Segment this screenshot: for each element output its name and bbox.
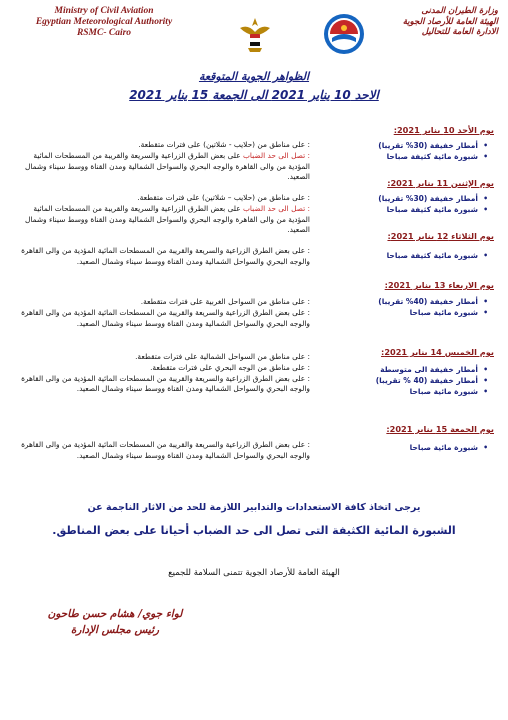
location-text: : على مناطق من السواحل الشمالية على فترات متقطعة. — [135, 352, 310, 361]
signatory-name: لواء جوي/ هشام حسن طاحون — [47, 608, 183, 620]
locations-block — [20, 440, 310, 462]
ministry-name-ar: وزارة الطيران المدنى — [421, 6, 498, 16]
document-title: الظواهر الجوية المتوقعة — [198, 70, 310, 83]
day-label-monday: يوم الإثنين 11 يناير 2021: — [387, 178, 494, 188]
phenomenon-item: • شبورة مائية كثيفة صباحا — [360, 204, 478, 215]
phenomenon-item: • أمطار خفيفة (30% تقريبا) — [360, 140, 478, 151]
phenomena-list — [360, 193, 478, 215]
department-name-ar: الادارة العامة للتحاليل — [421, 27, 498, 37]
locations-block — [20, 193, 310, 236]
signatory-title: رئيس مجلس الإدارة — [70, 624, 160, 636]
authority-name-en: Egyptian Meteorological Authority — [35, 17, 173, 27]
ministry-name-en: Ministry of Civil Aviation — [54, 6, 154, 16]
location-text: : على بعض الطرق الزراعية والسريعة والقريبة من المسطحات المائية المؤدية من والى القاهرة والوجه البحري والسواحل الشمالية ومدن القناة ووسط سيناء وشمال الصعيد. — [21, 307, 310, 328]
phenomena-list — [360, 364, 478, 397]
locations-block — [20, 352, 310, 395]
location-text: : على مناطق من السواحل الغربية على فترات متقطعة. — [140, 297, 310, 306]
day-label-tuesday: يوم الثلاثاء 12 يناير 2021: — [387, 231, 494, 241]
phenomenon-item: • أمطار خفيفة (40% تقريبا) — [360, 296, 478, 307]
signature-block — [40, 606, 190, 638]
authority-name-ar: الهيئة العامة للأرصاد الجوية — [402, 16, 498, 27]
phenomena-list — [360, 250, 478, 261]
location-text: : على مناطق من (حلايب – شلاتين) على فترات متقطعة. — [137, 193, 310, 202]
phenomenon-item: • شبورة مائية كثيفة صباحا — [360, 250, 478, 261]
phenomena-list — [360, 140, 478, 162]
warning-line-2: الشبورة المائية الكثيفة التى تصل الى حد الضباب أحيانا على بعض المناطق. — [52, 524, 456, 537]
phenomenon-item: • شبورة مائية صباحا — [360, 442, 478, 453]
location-text: : على بعض الطرق الزراعية والسريعة والقريبة من المسطحات المائية المؤدية من والى القاهرة والوجه البحري والسواحل الشمالية ومدن القناة ووسط سيناء وشمال الصعيد. — [21, 246, 310, 266]
center-name-en: RSMC- Cairo — [76, 28, 132, 38]
header-arabic — [358, 6, 498, 38]
location-entry — [20, 151, 310, 183]
phenomenon-item: • أمطار خفيفة (30% تقريبا) — [360, 193, 478, 204]
phenomenon-item: • أمطار خفيفة الى متوسطة — [360, 364, 478, 375]
location-text: على بعض الطرق الزراعية والسريعة والقريبة من المسطحات المائية المؤدية من والى القاهرة والوجه البحري والسواحل الشمالية ومدن القناة ووسط سيناء وشمال الصعيد. — [24, 150, 310, 182]
locations-block — [20, 297, 310, 329]
locations-block — [20, 246, 310, 268]
eagle-emblem-logo — [238, 14, 272, 54]
closing-message: الهيئة العامة للأرصاد الجوية تتمنى السلامة للجميع — [168, 568, 340, 578]
location-text: : على بعض الطرق الزراعية والسريعة والقريبة من المسطحات المائية المؤدية من والى القاهرة والوجه البحري والسواحل الشمالية ومدن القناة ووسط سيناء وشمال الصعيد. — [21, 440, 310, 460]
header-english — [14, 6, 194, 39]
location-entry — [20, 204, 310, 236]
date-range-title: الاحد 10 يناير 2021 الى الجمعة 15 يناير 2021 — [129, 88, 379, 102]
location-text: : على مناطق من الوجه البحري على فترات متقطعة. — [150, 362, 310, 372]
location-text: : على مناطق من (حلايب - شلاتين) على فترات متقطعة. — [138, 140, 310, 149]
day-label-sunday: يوم الأحد 10 يناير 2021: — [393, 125, 494, 135]
fog-note: : تصل الى حد الضباب — [242, 203, 310, 213]
fog-note: : تصل الى حد الضباب — [242, 150, 310, 160]
phenomenon-item: • شبورة مائية صباحا — [360, 307, 478, 318]
day-label-wednesday: يوم الاربعاء 13 يناير 2021: — [384, 280, 494, 290]
location-text: : على بعض الطرق الزراعية والسريعة والقريبة من المسطحات المائية المؤدية من والى القاهرة والوجه البحري والسواحل الشمالية ومدن القناة ووسط سيناء وشمال الصعيد. — [21, 373, 310, 394]
phenomenon-item: • أمطار خفيفة (40 % تقريبا) — [360, 375, 478, 386]
location-text: على بعض الطرق الزراعية والسريعة والقريبة من المسطحات المائية المؤدية من والى القاهرة والوجه البحري والسواحل الشمالية ومدن القناة ووسط سيناء وشمال الصعيد. — [24, 203, 310, 235]
day-label-thursday: يوم الخميس 14 يناير 2021: — [381, 347, 494, 357]
locations-block — [20, 140, 310, 183]
warning-line-1: يرجى اتخاذ كافة الاستعدادات والتدابير اللازمة للحد من الاثار الناجمة عن — [87, 502, 421, 513]
phenomenon-item: • شبورة مائية كثيفة صباحا — [360, 151, 478, 162]
day-label-friday: يوم الجمعة 15 يناير 2021: — [386, 424, 494, 434]
phenomenon-item: • شبورة مائية صباحا — [360, 386, 478, 397]
phenomena-list — [360, 442, 478, 453]
phenomena-list — [360, 296, 478, 318]
